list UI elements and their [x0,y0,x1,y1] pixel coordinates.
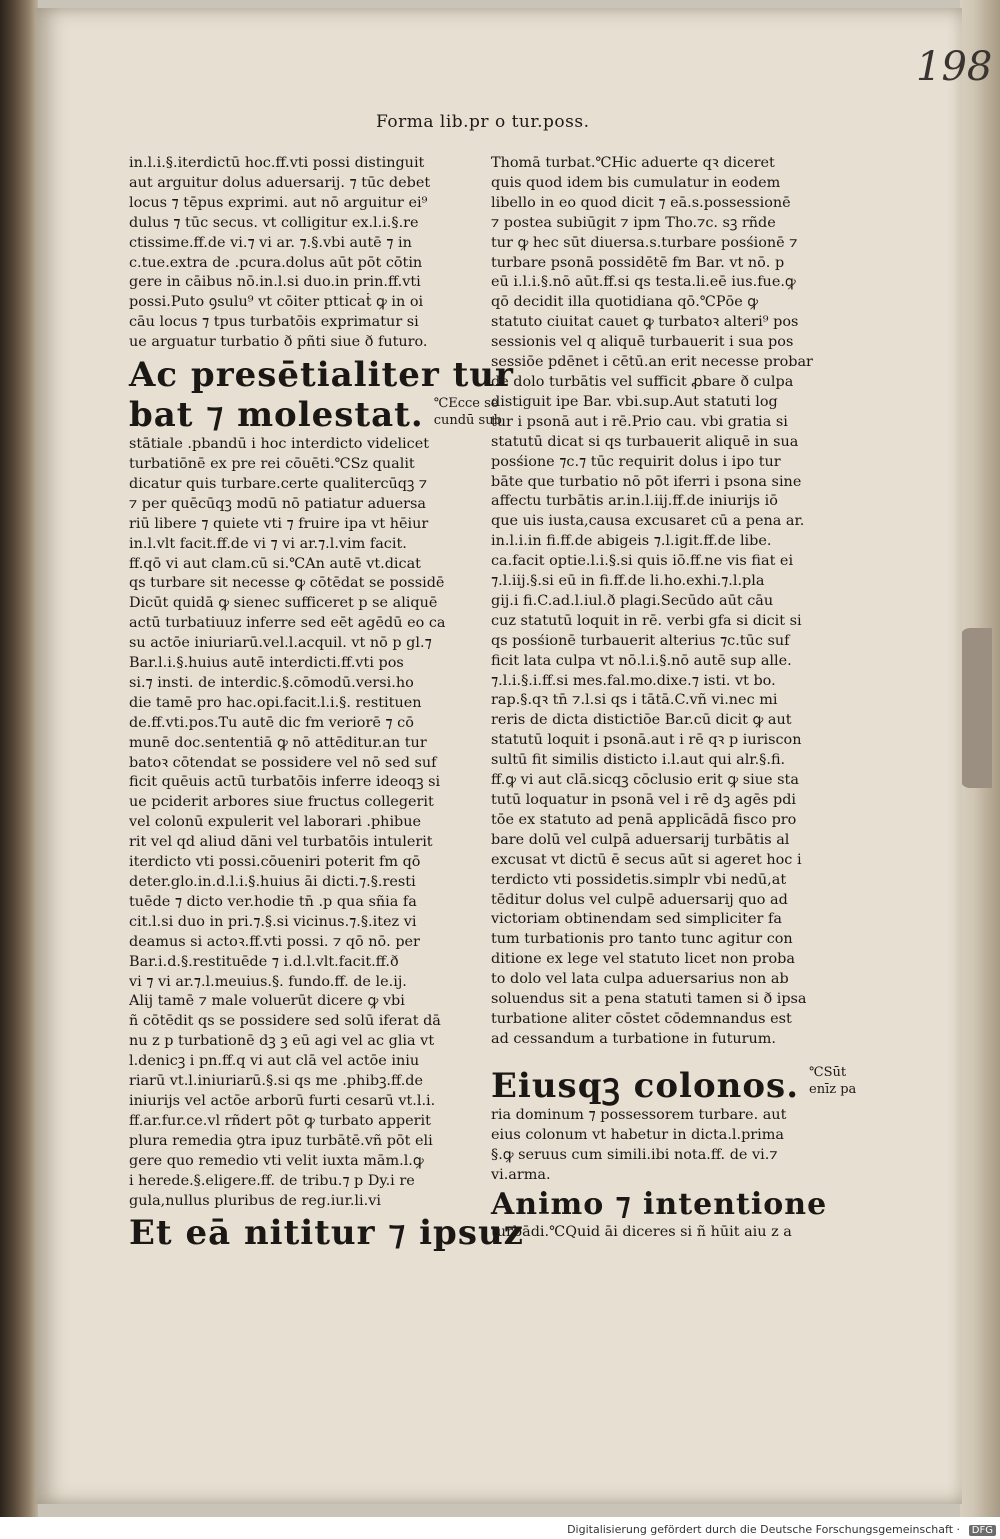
text-line: turbatione aliter cōstet cōdemnandus est [491,1010,792,1027]
text-line: to dolo vel lata culpa aduersarius non ab [491,971,789,988]
text-line: ria dominum ⁊ possessorem turbare. aut [491,1106,787,1123]
text-line: cāu locus ⁊ tpus turbatōis exprimatur si [129,314,419,331]
left-text-block-a [129,154,465,353]
text-line: posśione ⁊c.⁊ tūc requirit dolus i ipo tur [491,453,781,470]
text-line: possi.Puto ꝯsulu⁹ vt cōiter ptticaṫ ꝙ in oi [129,294,424,311]
text-line: ⁊ per quēcūqꝫ modū nō patiatur aduersa [129,495,427,512]
text-line: dicatur quis turbare.certe qualitercūqꝫ ⁊ [129,475,428,492]
text-line: deter.glo.in.d.l.i.§.huius āi dicti.⁊.§.resti [129,874,416,890]
text-line: ff.ar.fur.ce.vl rñdert pōt ꝙ turbato apperit [129,1112,431,1129]
text-line: ue arguatur turbatio ð pñti siue ð futuro. [129,334,428,351]
text-line: ⁊.l.iij.§.si eū in fi.ff.de li.ho.exhi.⁊.l.pla [491,573,765,590]
text-line: sultū fit similis disticto i.l.aut qui alr.§.fi. [491,752,786,769]
text-line: dulus ⁊ tūc secus. vt colligitur ex.l.i.§.re [129,214,419,231]
text-line: iterdicto vti possi.cōueniri poterit fm qō [129,854,421,871]
text-line: ficit lata culpa vt nō.l.i.§.nō autē sup alle. [491,652,792,669]
text-line: vi ⁊ vi ar.⁊.l.meuius.§. fundo.ff. de le.ij. [129,973,407,990]
right-rubric-1-side [809,1064,856,1098]
text-line: excusat vt dictū ē secus aūt si ageret hoc i [491,851,802,868]
left-text-block-b [129,435,465,1211]
footer-bar [0,1517,1000,1539]
text-line: i herede.§.eligere.ff. de tribu.⁊ p Dy.i re [129,1172,415,1189]
right-column [491,154,857,1243]
text-line: bare dolū vel culpā aduersarij turbātis al [491,831,790,848]
text-line: actū turbatiuuz inferre sed eēt agēdū eo ca [129,615,446,632]
text-line: affectu turbātis ar.in.l.iij.ff.de iniurijs iō [491,493,778,510]
text-line: statutū loquit i psonā.aut i rē qꝛ p iuriscon [491,732,802,749]
text-line: Bar.l.i.§.huius autē interdicti.ff.vti pos [129,655,404,672]
text-line: gij.i fi.C.ad.l.iul.ð plagi.Secūdo aūt cāu [491,592,774,609]
text-line: vi.arma. [491,1166,551,1183]
page-clip [960,628,992,788]
footer-credit: Digitalisierung gefördert durch die Deutsche Forschungsgemeinschaft · [567,1523,960,1536]
text-line: distiguit ipe Bar. vbi.sup.Aut statuti log [491,393,778,410]
text-line: tōe ex statuto ad penā applicādā fisco pro [491,811,797,828]
text-line: que uis iusta,causa excusaret cū a pena ar. [491,513,805,530]
text-line: bāte que turbatio nō pōt iferri i psona sine [491,473,802,490]
text-line: cuz statutū loquit in rē. verbi gfa si dicit si [491,612,802,629]
running-head: Forma lib.pr o tur.poss. [376,112,590,132]
text-line: locus ⁊ tēpus exprimi. aut nō arguitur ei⁹ [129,194,428,211]
text-line: de.ff.vti.pos.Tu autē dic fm veriorē ⁊ cō [129,714,414,731]
page [36,8,993,1504]
text-line: tutū loquatur in psonā vel i rē dꝫ agēs pdi [491,792,797,808]
text-line: ff.ꝙ vi aut clā.sicqꝫ cōclusio erit ꝙ siue sta [491,772,799,789]
text-line: tēditur dolus vel culpē aduersarij quo ad [491,891,788,908]
text-line: terdicto vti possidetis.simplr vbi nedū,at [491,871,787,888]
text-line: Alij tamē ⁊ male voluerūt dicere ꝙ vbi [129,993,405,1010]
text-line: deamus si actoꝛ.ff.vti possi. ⁊ qō nō. per [129,933,420,950]
text-line: sessiōe pdēnet i cētū.an erit necesse probar [491,354,813,371]
text-line: ficit quēuis actū turbatōis inferre ideoqꝫ si [129,774,441,791]
text-line: reris de dicta distictiōe Bar.cū dicit ꝙ aut [491,712,792,729]
text-line: c.tue.extra de .pcura.dolus aūt pōt cōtin [129,254,423,271]
text-line: cit.l.si duo in pri.⁊.§.si vicinus.⁊.§.itez vi [129,913,417,930]
right-rubric-1-row [491,1064,857,1106]
text-line: vel colonū expulerit vel laborari .phibue [129,814,422,831]
text-line: quis quod idem bis cumulatur in eodem [491,174,781,191]
left-rubric-side-line: ℃Ecce se [433,396,499,412]
text-line: sessionis vel q aliquē turbauerit i sua pos [491,334,794,351]
text-line: tur i psonā aut i rē.Prio cau. vbi gratia si [491,413,788,430]
left-rubric-side-line: cundū sub [433,413,502,429]
text-line: riū libere ⁊ quiete vti ⁊ fruire ipa vt hēiur [129,515,429,532]
text-line: victoriam obtinendam sed simpliciter fa [491,911,782,928]
text-line: Dicūt quidā ꝙ sienec sufficeret p se aliquē [129,595,438,612]
text-line: gula,nullus pluribus de reg.iur.li.vi [129,1192,381,1209]
text-line: batoꝛ cōtendat se possidere vel nō sed suf [129,754,437,771]
text-line: ue pciderit arbores siue fructus collegerit [129,794,434,811]
text-line: gere in cāibus nō.in.l.si duo.in prin.ff.vti [129,274,421,291]
text-line: ca.facit optie.l.i.§.si quis iō.ff.ne vis fiat ei [491,553,794,570]
right-text-block-a [491,154,836,1050]
text-line: qs turbare sit necesse ꝙ cōtēdat se possidē [129,575,445,592]
text-line: tuēde ⁊ dicto ver.hodie tn̄ .p qua sñia fa [129,893,417,910]
text-line: tum turbationis pro tanto tunc agitur con [491,931,793,948]
text-line: ad cessandum a turbatione in futurum. [491,1030,777,1047]
text-line: rap.§.qꝛ tn̄ ⁊.l.si qs i tātā.C.vñ vi.nec mi [491,692,778,709]
text-line: eū i.l.i.§.nō aūt.ff.si qs testa.li.eē ius.fue.ꝙ [491,274,796,291]
text-line: stātiale .pbandū i hoc interdicto videlicet [129,436,430,453]
text-line: qs posśionē turbauerit alterius ⁊c.tūc suf [491,632,790,649]
text-line: riarū vt.l.iniuriarū.§.si qs me .phibꝫ.ff.de [129,1073,424,1090]
text-line: eius colonum vt habetur in dicta.l.prima [491,1126,785,1143]
text-line: soluendus sit a pena statuti tamen si ð ipsa [491,991,807,1008]
text-line: qō decidit illa quotidiana qō.℃Pōe ꝙ [491,294,759,311]
text-line: in.l.i.§.iterdictū hoc.ff.vti possi distinguit [129,155,425,171]
text-line: ñ cōtēdit qs se possidere sed solū iferat dā [129,1013,441,1030]
text-line: si.⁊ insti. de interdic.§.cōmodū.versi.ho [129,674,414,691]
text-line: statutū dicat si qs turbauerit aliquē in sua [491,433,799,450]
right-rubric-2: Animo ⁊ intentione [491,1187,828,1223]
text-line: Thomā turbat.℃Hic aduerte qꝛ diceret [491,155,775,171]
right-text-block-b [491,1106,836,1186]
text-line: su actōe iniuriarū.vel.l.acquil. vt nō p gl.⁊ [129,635,432,652]
text-line: ctissime.ff.de vi.⁊ vi ar. ⁊.§.vbi autē ⁊ in [129,234,412,251]
right-rubric-side-line: ℃Sūt [809,1064,847,1080]
left-rubric-2: Et eā nititur ⁊ ipsuz [129,1213,524,1254]
text-line: Bar.i.d.§.restituēde ⁊ i.d.l.vlt.facit.ff.ð [129,953,399,970]
text-line: §.ꝙ seruus cum simili.ibi nota.ff. de vi.⁊ [491,1146,778,1163]
text-line: munē doc.sententiā ꝙ nō attēditur.an tur [129,734,427,751]
text-line: ⁊ postea subiūgit ⁊ ipm Tho.⁊c. sꝫ rñde [491,214,776,231]
text-line: aut arguitur dolus aduersarij. ⁊ tūc debet [129,174,431,191]
text-line: statuto ciuitat cauet ꝙ turbatoꝛ alteri⁹ pos [491,314,799,331]
text-line: tur ꝙ hec sūt diuersa.s.turbare posśionē ⁊ [491,234,798,251]
text-line: rit vel qd aliud dāni vel turbatōis intulerit [129,834,433,851]
text-line: ditione ex lege vel statuto licet non proba [491,951,795,968]
text-line: plura remedia ꝯtra ipuz turbātē.vñ pōt eli [129,1132,433,1149]
right-rubric-side-line: enīz pa [809,1081,857,1097]
text-line: ff.qō vi aut clam.cū si.℃An autē vt.dicat [129,555,421,572]
text-line: turbare psonā possidētē fm Bar. vt nō. p [491,254,785,271]
text-line: nu z p turbationē dꝫ ꝫ eū agi vel ac glia vt [129,1033,435,1050]
right-last-line: turbādi.℃Quid āi diceres si ñ hūit aiu z a [491,1224,792,1241]
text-line: l.denicꝫ i pn.ff.q vi aut clā vel actōe iniu [129,1053,420,1070]
book-spine [0,0,38,1539]
text-line: iniurijs vel actōe arborū furti cesarū vt.l.i. [129,1092,436,1109]
dfg-logo: DFG [969,1525,996,1536]
text-line: de dolo turbātis vel sufficit ꝓbare ð culpa [491,373,794,390]
text-line: in.l.vlt facit.ff.de vi ⁊ vi ar.⁊.l.vim facit. [129,535,407,552]
text-line: ⁊.l.i.§.i.ff.si mes.fal.mo.dixe.⁊ isti. vt bo. [491,672,776,689]
text-line: in.l.i.in fi.ff.de abigeis ⁊.l.igit.ff.de libe. [491,533,772,550]
left-rubric-1-line1: Ac presētialiter tur [129,355,514,396]
text-line: turbatiōnē ex pre rei cōuēti.℃Sz qualit [129,455,415,472]
folio-number: 198 [916,44,993,90]
right-rubric-1: Eiusqꝫ colonos. [491,1065,800,1106]
left-rubric-1-line2: bat ⁊ molestat. [129,395,424,436]
left-rubric-1-row [129,395,502,436]
text-line: die tamē pro hac.opi.facit.l.i.§. restituen [129,694,422,711]
text-line: libello in eo quod dicit ⁊ eā.s.possessionē [491,194,791,211]
text-line: gere quo remedio vti velit iuxta mām.l.ꝙ [129,1152,424,1169]
